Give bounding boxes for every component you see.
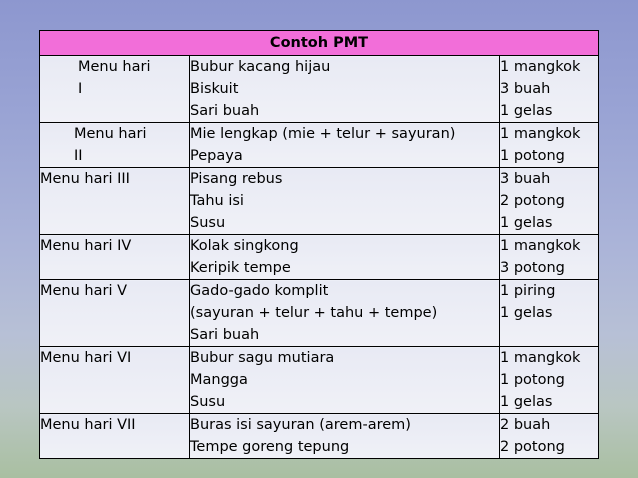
- menu-day-cell: [40, 414, 190, 459]
- quantity-item: 1 gelas: [500, 305, 553, 321]
- quantity-list-cell: [500, 414, 599, 459]
- food-list-cell: [190, 280, 500, 347]
- food-item: Susu: [190, 215, 226, 231]
- quantity-item: 2 buah: [500, 417, 551, 433]
- menu-day-label: Menu hari III: [40, 171, 130, 187]
- food-item: Tahu isi: [190, 193, 244, 209]
- food-item: Sari buah: [190, 103, 260, 119]
- menu-day-label: Menu hari V: [40, 283, 128, 299]
- quantity-item: 3 potong: [500, 260, 565, 276]
- quantity-item: 3 buah: [500, 81, 551, 97]
- pmt-menu-table: [39, 30, 599, 459]
- menu-day-label: Menu hari VII: [40, 417, 136, 433]
- menu-day-cell: [40, 168, 190, 235]
- food-item: Mangga: [190, 372, 248, 388]
- quantity-list-cell: [500, 56, 599, 123]
- quantity-item: 1 potong: [500, 148, 565, 164]
- quantity-item: 1 mangkok: [500, 238, 581, 254]
- table-row: [40, 347, 599, 414]
- food-item: Gado-gado komplit: [190, 283, 329, 299]
- food-item: Keripik tempe: [190, 260, 291, 276]
- quantity-list-cell: [500, 168, 599, 235]
- table-row: [40, 235, 599, 280]
- food-list-cell: [190, 56, 500, 123]
- quantity-item: 1 piring: [500, 283, 556, 299]
- food-list-cell: [190, 123, 500, 168]
- quantity-item: 1 mangkok: [500, 126, 581, 142]
- table-row: [40, 56, 599, 123]
- table-row: [40, 280, 599, 347]
- quantity-item: 1 mangkok: [500, 350, 581, 366]
- table-body: [40, 56, 599, 459]
- menu-day-label: Menu hari VI: [40, 350, 132, 366]
- food-list-cell: [190, 235, 500, 280]
- table-row: [40, 414, 599, 459]
- quantity-item: 1 gelas: [500, 215, 553, 231]
- table-row: [40, 123, 599, 168]
- food-item: Susu: [190, 394, 226, 410]
- menu-day-label: I: [78, 81, 83, 97]
- quantity-list-cell: [500, 123, 599, 168]
- food-item: Sari buah: [190, 327, 260, 343]
- menu-day-label: II: [74, 148, 83, 164]
- menu-day-cell: [40, 347, 190, 414]
- quantity-list-cell: [500, 347, 599, 414]
- food-item: Biskuit: [190, 81, 239, 97]
- food-item: Kolak singkong: [190, 238, 299, 254]
- food-item: Pepaya: [190, 148, 243, 164]
- quantity-item: 1 gelas: [500, 394, 553, 410]
- menu-day-label: Menu hari: [78, 59, 151, 75]
- food-list-cell: [190, 347, 500, 414]
- quantity-item: 3 buah: [500, 171, 551, 187]
- food-item: Bubur sagu mutiara: [190, 350, 335, 366]
- food-item: (sayuran + telur + tahu + tempe): [190, 305, 438, 321]
- quantity-item: 2 potong: [500, 193, 565, 209]
- menu-day-cell: [40, 280, 190, 347]
- food-item: Buras isi sayuran (arem-arem): [190, 417, 411, 433]
- table-title: Contoh PMT: [40, 31, 599, 56]
- food-item: Bubur kacang hijau: [190, 59, 331, 75]
- quantity-list-cell: [500, 280, 599, 347]
- quantity-item: 1 gelas: [500, 103, 553, 119]
- menu-day-cell: [40, 235, 190, 280]
- quantity-list-cell: [500, 235, 599, 280]
- menu-day-label: Menu hari IV: [40, 238, 132, 254]
- food-list-cell: [190, 168, 500, 235]
- menu-day-cell: [40, 123, 190, 168]
- food-item: Mie lengkap (mie + telur + sayuran): [190, 126, 456, 142]
- menu-day-cell: [40, 56, 190, 123]
- quantity-item: 1 mangkok: [500, 59, 581, 75]
- food-item: Tempe goreng tepung: [190, 439, 350, 455]
- food-list-cell: [190, 414, 500, 459]
- table-row: [40, 168, 599, 235]
- quantity-item: 2 potong: [500, 439, 565, 455]
- menu-day-label: Menu hari: [74, 126, 147, 142]
- quantity-item: 1 potong: [500, 372, 565, 388]
- food-item: Pisang rebus: [190, 171, 283, 187]
